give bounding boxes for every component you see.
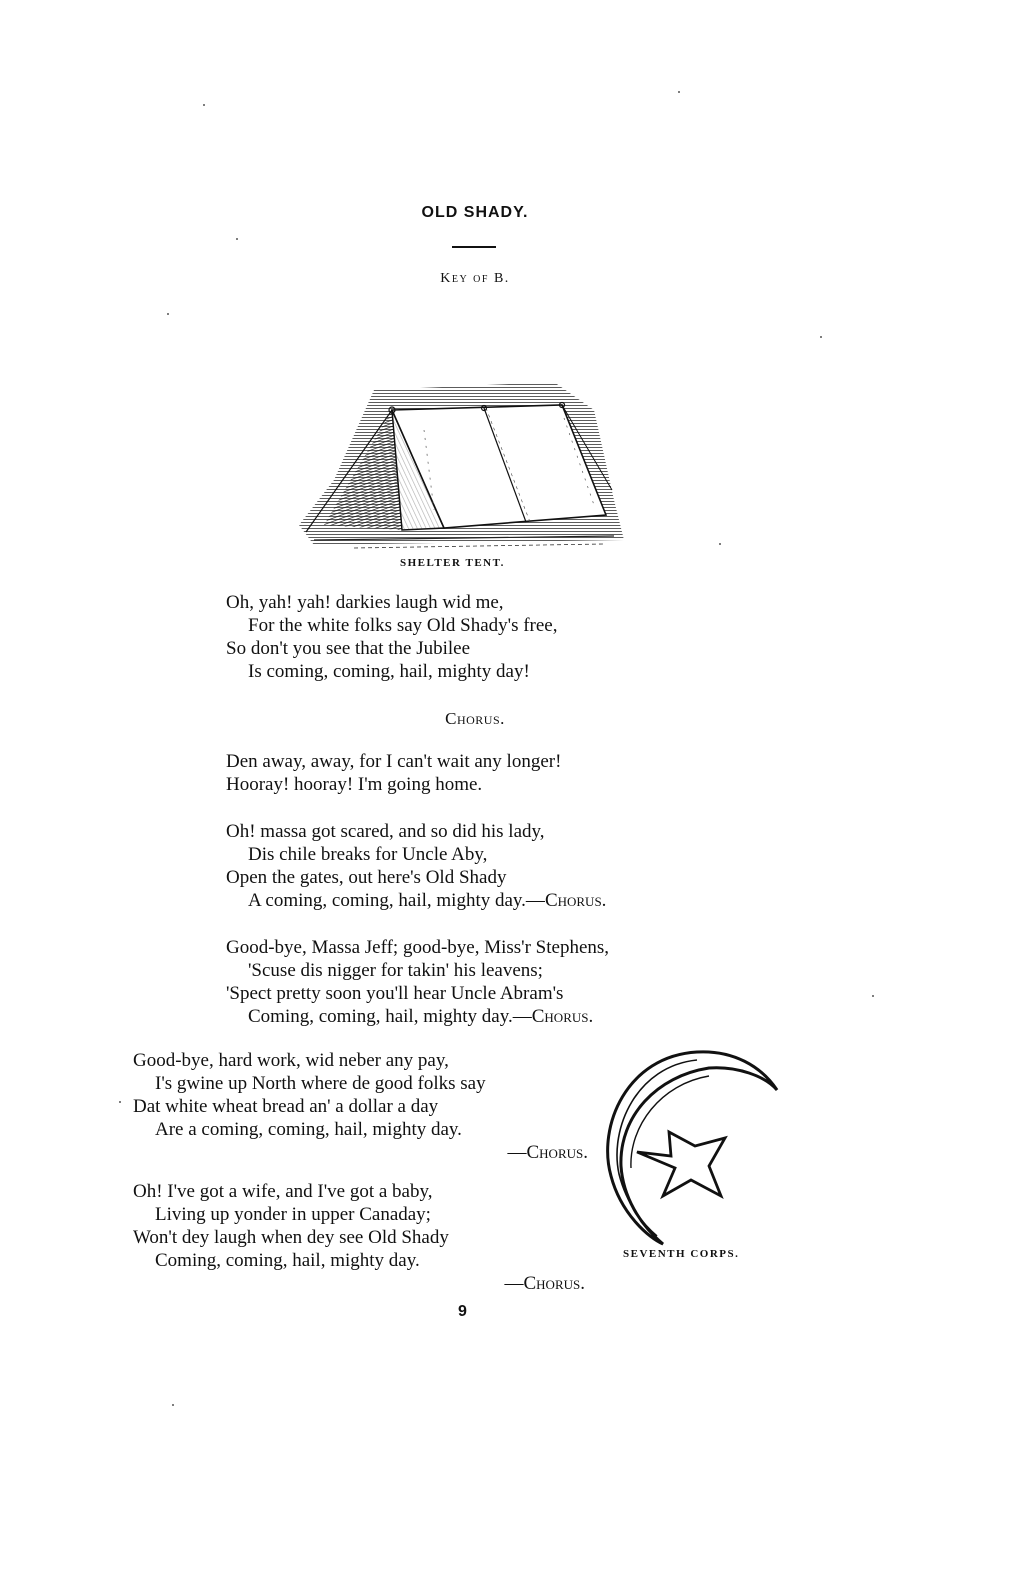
verse-line: Dat white wheat bread an' a dollar a day <box>133 1096 439 1117</box>
verse-line: 'Spect pretty soon you'll hear Uncle Abram's <box>226 983 564 1004</box>
tent-caption: SHELTER TENT. <box>400 557 505 569</box>
verse-5 <box>133 1180 585 1295</box>
verse-line: Oh! massa got scared, and so did his lady, <box>226 821 545 842</box>
page-number: 9 <box>458 1303 467 1320</box>
verse-2 <box>226 820 606 912</box>
verse-line: I's gwine up North where de good folks say <box>155 1073 486 1094</box>
scan-speck <box>167 313 169 315</box>
verse-1 <box>226 591 557 683</box>
scan-speck <box>872 995 874 997</box>
verse-line: Oh! I've got a wife, and I've got a baby, <box>133 1181 433 1202</box>
song-title: OLD SHADY. <box>421 204 529 221</box>
verse-line: Are a coming, coming, hail, mighty day. <box>155 1119 462 1140</box>
title-divider <box>452 246 496 248</box>
verse-line: Good-bye, Massa Jeff; good-bye, Miss'r Stephens, <box>226 937 610 958</box>
chorus-heading: Chorus. <box>445 709 505 728</box>
verse-line-text: Coming, coming, hail, mighty day.— <box>248 1006 532 1027</box>
verse-line-text: A coming, coming, hail, mighty day.— <box>248 890 545 911</box>
verse-3 <box>226 936 609 1028</box>
verse-line: So don't you see that the Jubilee <box>226 638 471 659</box>
verse-line: Oh, yah! yah! darkies laugh wid me, <box>226 592 504 613</box>
verse-line: Living up yonder in upper Canaday; <box>155 1204 431 1225</box>
verse-line: Dis chile breaks for Uncle Aby, <box>248 844 488 865</box>
verse-line: Is coming, coming, hail, mighty day! <box>248 661 530 682</box>
scan-speck <box>203 104 205 106</box>
verse-line <box>226 889 606 912</box>
verse-line: Coming, coming, hail, mighty day. <box>155 1250 420 1271</box>
chorus-reference: Chorus. <box>531 1006 594 1027</box>
crescent-star-icon <box>597 1046 779 1246</box>
corps-caption: SEVENTH CORPS. <box>623 1248 740 1260</box>
verse-line: For the white folks say Old Shady's free, <box>248 615 558 636</box>
chorus <box>226 750 561 796</box>
verse-line <box>226 1005 609 1028</box>
scan-speck <box>236 238 238 240</box>
chorus-reference: Chorus. <box>544 890 607 911</box>
chorus-reference: —Chorus. <box>507 1142 588 1163</box>
chorus-reference: —Chorus. <box>504 1273 585 1294</box>
verse-line: Open the gates, out here's Old Shady <box>226 867 507 888</box>
verse-line: 'Scuse dis nigger for takin' his leavens; <box>248 960 543 981</box>
chorus-line: Hooray! hooray! I'm going home. <box>226 774 483 795</box>
scan-speck <box>172 1404 174 1406</box>
verse-4 <box>133 1049 588 1164</box>
scan-speck <box>820 336 822 338</box>
verse-line: Won't dey laugh when dey see Old Shady <box>133 1227 449 1248</box>
verse-line: Good-bye, hard work, wid neber any pay, <box>133 1050 449 1071</box>
scan-speck <box>719 543 721 545</box>
scan-speck <box>119 1101 121 1103</box>
chorus-line: Den away, away, for I can't wait any longer! <box>226 751 562 772</box>
song-key: Key of B. <box>440 271 510 286</box>
shelter-tent-icon <box>294 350 624 555</box>
scan-speck <box>678 91 680 93</box>
